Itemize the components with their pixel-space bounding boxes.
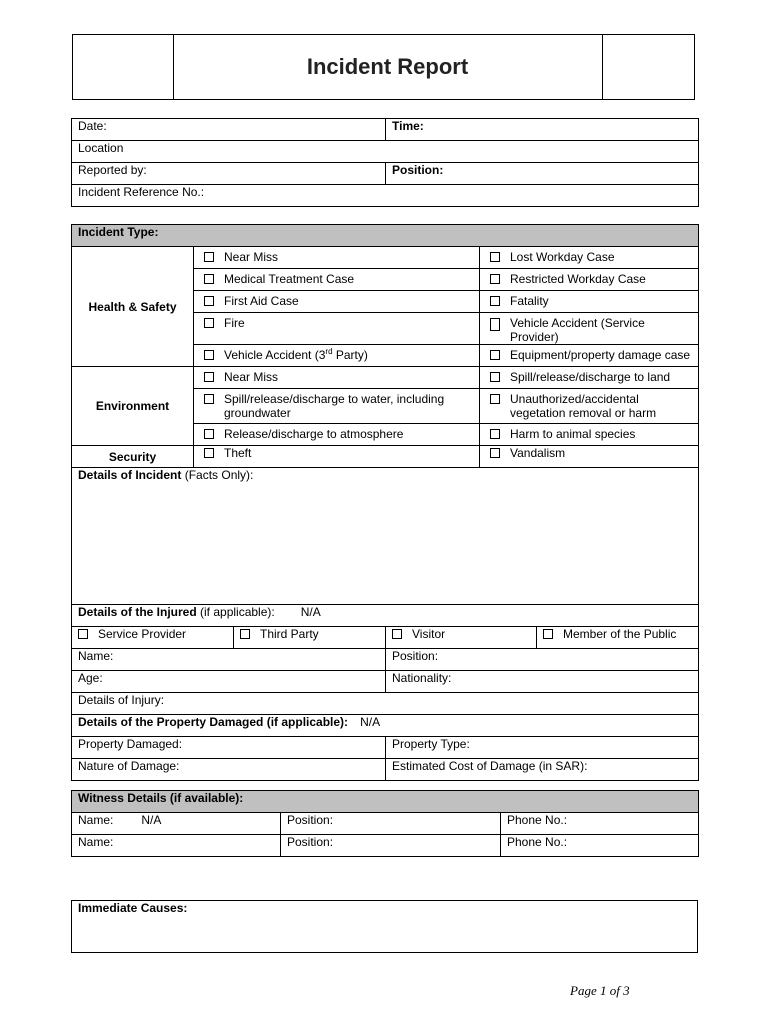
- checkbox-icon[interactable]: [204, 252, 214, 262]
- option-fatality[interactable]: Fatality: [480, 291, 699, 313]
- checkbox-icon[interactable]: [490, 350, 500, 360]
- witness-phone-field[interactable]: Phone No.:: [501, 835, 699, 857]
- property-heading: Details of the Property Damaged (if applicable): N/A: [72, 715, 699, 737]
- checkbox-icon[interactable]: [204, 448, 214, 458]
- checkbox-icon[interactable]: [240, 629, 250, 639]
- checkbox-icon[interactable]: [204, 274, 214, 284]
- position-field[interactable]: Position:: [386, 163, 699, 185]
- header-right-cell: [602, 35, 695, 99]
- property-damaged-field[interactable]: Property Damaged:: [72, 737, 386, 759]
- checkbox-icon[interactable]: [490, 318, 500, 331]
- witness-position-field[interactable]: Position:: [281, 813, 501, 835]
- injured-heading: Details of the Injured (if applicable): N/A: [72, 605, 699, 627]
- checkbox-icon[interactable]: [204, 296, 214, 306]
- immediate-causes-field[interactable]: Immediate Causes:: [72, 901, 698, 953]
- checkbox-icon[interactable]: [490, 296, 500, 306]
- reported-by-field[interactable]: Reported by:: [72, 163, 386, 185]
- damage-nature-field[interactable]: Nature of Damage:: [72, 759, 386, 781]
- injured-value: N/A: [300, 605, 321, 619]
- property-type-field[interactable]: Property Type:: [386, 737, 699, 759]
- header-logo-cell: [73, 35, 174, 99]
- reference-field[interactable]: Incident Reference No.:: [72, 185, 699, 207]
- witness-name-field[interactable]: Name:: [72, 835, 281, 857]
- checkbox-icon[interactable]: [490, 394, 500, 404]
- info-table: [71, 118, 699, 207]
- option-theft[interactable]: Theft: [194, 446, 480, 468]
- date-field[interactable]: Date:: [72, 119, 386, 141]
- checkbox-icon[interactable]: [490, 448, 500, 458]
- category-environment: Environment: [72, 367, 194, 446]
- checkbox-icon[interactable]: [543, 629, 553, 639]
- location-field[interactable]: Location: [72, 141, 699, 163]
- checkbox-icon[interactable]: [204, 318, 214, 328]
- checkbox-icon[interactable]: [204, 372, 214, 382]
- checkbox-icon[interactable]: [392, 629, 402, 639]
- option-atmosphere[interactable]: Release/discharge to atmosphere: [194, 424, 480, 446]
- causes-table: [71, 900, 698, 953]
- option-animal-harm[interactable]: Harm to animal species: [480, 424, 699, 446]
- witness-name-field[interactable]: Name: N/A: [72, 813, 281, 835]
- checkbox-icon[interactable]: [204, 350, 214, 360]
- option-near-miss[interactable]: Near Miss: [194, 247, 480, 269]
- injured-type-visitor[interactable]: Visitor: [386, 627, 537, 649]
- option-fire[interactable]: Fire: [194, 313, 480, 345]
- checkbox-icon[interactable]: [490, 274, 500, 284]
- page-number: Page 1 of 3: [570, 983, 630, 998]
- option-vehicle-third-party[interactable]: Vehicle Accident (3rd Party): [194, 345, 480, 367]
- injury-details-field[interactable]: Details of Injury:: [72, 693, 699, 715]
- injured-position-field[interactable]: Position:: [386, 649, 699, 671]
- injured-type-third-party[interactable]: Third Party: [234, 627, 386, 649]
- witness-heading: Witness Details (if available):: [72, 791, 699, 813]
- page-title: Incident Report: [306, 54, 469, 79]
- checkbox-icon[interactable]: [490, 429, 500, 439]
- injured-name-field[interactable]: Name:: [72, 649, 386, 671]
- option-restricted-workday[interactable]: Restricted Workday Case: [480, 269, 699, 291]
- checkbox-icon[interactable]: [78, 629, 88, 639]
- injured-age-field[interactable]: Age:: [72, 671, 386, 693]
- header-box: [72, 34, 695, 100]
- incident-type-heading: Incident Type:: [72, 225, 699, 247]
- injured-type-service-provider[interactable]: Service Provider: [72, 627, 234, 649]
- option-spill-land[interactable]: Spill/release/discharge to land: [480, 367, 699, 389]
- option-spill-water[interactable]: Spill/release/discharge to water, including groundwater: [194, 389, 480, 424]
- option-env-near-miss[interactable]: Near Miss: [194, 367, 480, 389]
- option-medical-treatment[interactable]: Medical Treatment Case: [194, 269, 480, 291]
- option-vandalism[interactable]: Vandalism: [480, 446, 699, 468]
- option-equipment-damage[interactable]: Equipment/property damage case: [480, 345, 699, 367]
- damage-cost-field[interactable]: Estimated Cost of Damage (in SAR):: [386, 759, 699, 781]
- checkbox-icon[interactable]: [204, 429, 214, 439]
- checkbox-icon[interactable]: [204, 394, 214, 404]
- time-field[interactable]: Time:: [386, 119, 699, 141]
- option-lost-workday[interactable]: Lost Workday Case: [480, 247, 699, 269]
- injured-nationality-field[interactable]: Nationality:: [386, 671, 699, 693]
- checkbox-icon[interactable]: [490, 252, 500, 262]
- witness-position-field[interactable]: Position:: [281, 835, 501, 857]
- option-first-aid[interactable]: First Aid Case: [194, 291, 480, 313]
- witness-table: [71, 790, 699, 857]
- injured-type-public[interactable]: Member of the Public: [537, 627, 699, 649]
- witness-name-value: N/A: [141, 813, 162, 827]
- details-of-incident-field[interactable]: Details of Incident (Facts Only):: [72, 468, 699, 605]
- option-vehicle-service-provider[interactable]: Vehicle Accident (Service Provider): [480, 313, 699, 345]
- option-vegetation[interactable]: Unauthorized/accidental vegetation removal or harm: [480, 389, 699, 424]
- checkbox-icon[interactable]: [490, 372, 500, 382]
- category-security: Security: [72, 446, 194, 468]
- witness-phone-field[interactable]: Phone No.:: [501, 813, 699, 835]
- incident-table: [71, 224, 699, 781]
- category-health-safety: Health & Safety: [72, 247, 194, 367]
- property-value: N/A: [360, 715, 381, 729]
